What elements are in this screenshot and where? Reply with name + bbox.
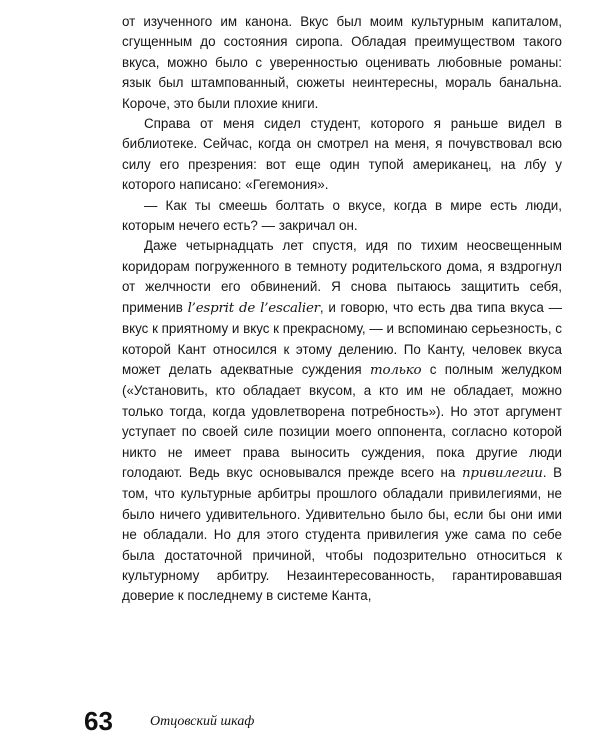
italic-phrase: только bbox=[369, 362, 422, 378]
paragraph bbox=[122, 114, 562, 196]
body-text bbox=[122, 12, 562, 607]
paragraph bbox=[122, 196, 562, 237]
text-run: с полным желудком («Установить, кто обладает вкусом, а кто им не обладает, можно только тогда, когда удовлетворена потребность»). Но этот аргумент уступает по своей силе позиции моего оппонента, согласно которой никто не имеет права выносить суждения, пока другие люди голодают. Ведь вкус основывался прежде всего на bbox=[122, 361, 562, 480]
text-run: Даже четырнадцать лет спустя, идя по тихим неосвещенным коридорам погруженного в темноту родительского дома, я вздрогнул от желчности его обвинений. Я снова пытаюсь защитить себя, применив bbox=[122, 238, 562, 315]
text-run: , и говорю, что есть два типа вкуса — вкус к приятному и вкус к прекрасному, — и вспоминаю серьезность, с которой Кант относился к этому делению. По Канту, человек вкуса может делать адекватные суждения bbox=[122, 299, 563, 377]
text-run: — Как ты смеешь болтать о вкусе, когда в мире есть люди, которым нечего есть? — закричал он. bbox=[122, 197, 562, 234]
text-run: от изученного им канона. Вкус был моим культурным капиталом, сгущенным до состояния сиропа. Обладая преимуществом такого вкуса, можно было с уверенностью оценивать любовные романы: язык был штампованный, сюжеты неинтересны, мораль банальна. Короче, это были плохие книги. bbox=[122, 14, 562, 111]
running-footer-title: Отцовский шкаф bbox=[150, 714, 255, 729]
text-run: . В том, что культурные арбитры прошлого обладали привилегиями, не было ничего удивительного. Удивительно было бы, если бы они ими не обладали. Но для этого студента привилегия уже сама по себе была достаточной причиной, чтобы подозрительно относиться к культурному арбитру. Незаинтересованность, гарантировавшая доверие к последнему в системе Канта, bbox=[122, 464, 563, 604]
text-run: Справа от меня сидел студент, которого я раньше видел в библиотеке. Сейчас, когда он смотрел на меня, я почувствовал всю силу его презрения: вот еще один тупой американец, на лбу у которого написано: «Гегемония». bbox=[122, 116, 562, 193]
page-number: 63 bbox=[84, 706, 113, 736]
italic-phrase: привилегии bbox=[462, 465, 543, 481]
paragraph bbox=[122, 236, 562, 606]
italic-phrase: l’esprit de l’escalier bbox=[187, 300, 320, 316]
paragraph bbox=[122, 12, 562, 114]
